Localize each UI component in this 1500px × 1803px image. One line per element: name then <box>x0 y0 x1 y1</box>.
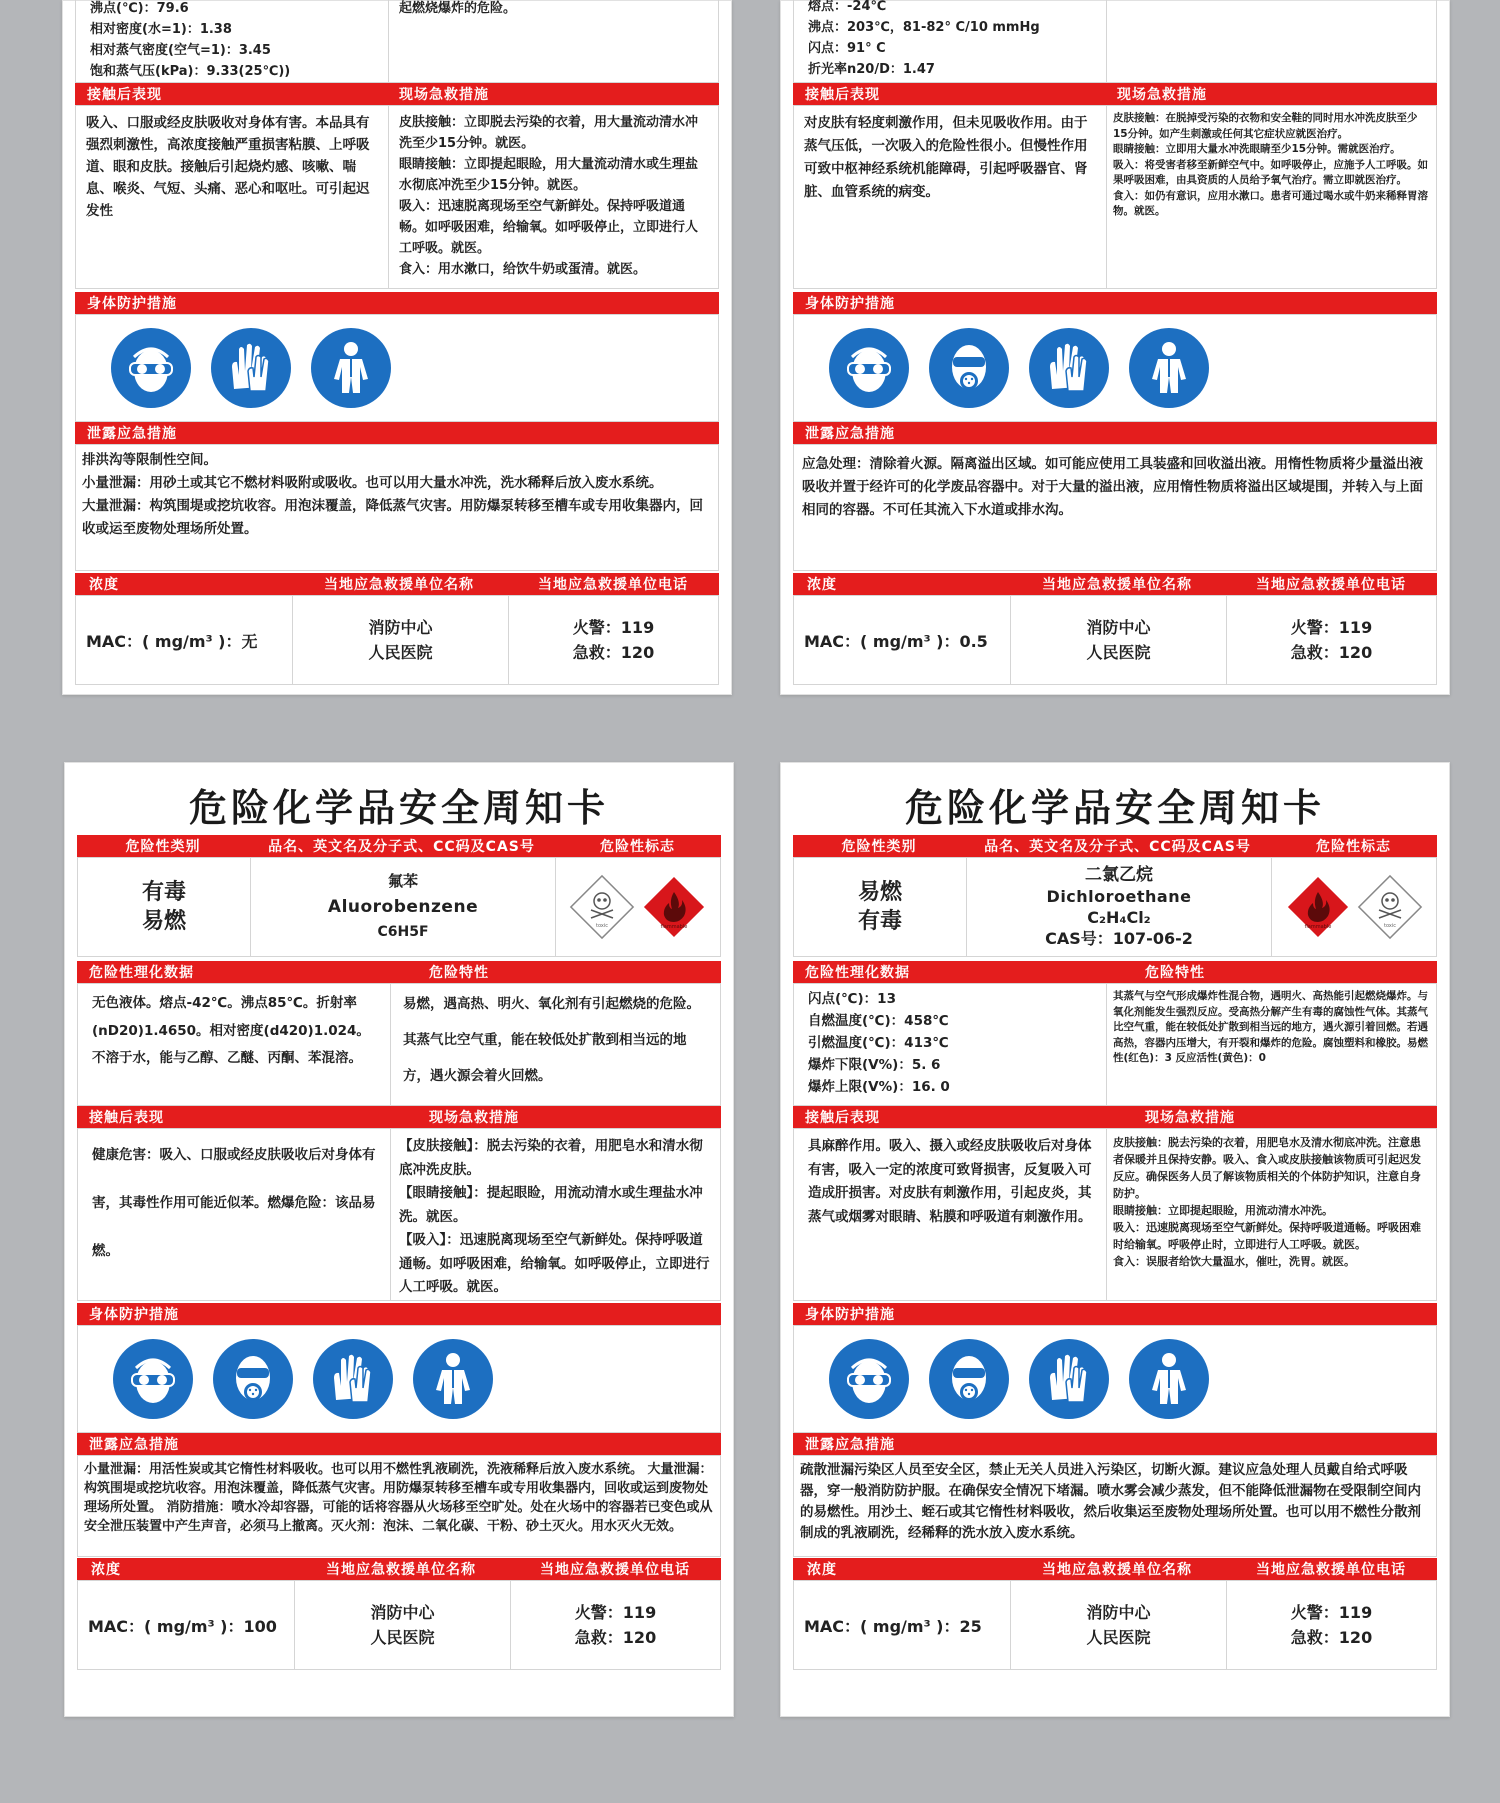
physchem-hazard-section <box>77 983 721 1106</box>
rescue-phones <box>508 596 718 684</box>
header-unit-name: 当地应急救援单位名称 <box>1042 1562 1192 1578</box>
aid-phone: 急救：120 <box>1290 643 1373 662</box>
card-title: 危险化学品安全周知卡 <box>188 786 609 830</box>
safety-goggles-icon <box>113 1339 193 1419</box>
header-ppe-label: 身体防护措施 <box>87 296 177 312</box>
contact-firstaid-section <box>793 105 1437 289</box>
svg-text:toxic: toxic <box>596 923 608 929</box>
rescue-units <box>294 1581 510 1669</box>
header-identity <box>793 835 1437 857</box>
header-contact-firstaid <box>793 1106 1437 1128</box>
category-2: 易燃 <box>141 909 186 934</box>
protective-suit-icon <box>1129 328 1209 408</box>
rescue-units <box>292 596 508 684</box>
identity-section <box>793 857 1437 957</box>
aid-phone: 急救：120 <box>572 643 655 662</box>
protective-gloves-icon <box>1029 1339 1109 1419</box>
physchem-hazard-section <box>793 983 1437 1106</box>
contact-text: 吸入、口服或经皮肤吸收对身体有害。本品具有强烈刺激性，高浓度接触严重损害粘膜、上呼吸道、眼和皮肤。接触后引起烧灼感、咳嗽、喘息、喉炎、气短、头痛、恶心和呕吐。可引起迟发性 <box>86 115 370 219</box>
physchem-section-partial <box>793 0 1437 83</box>
physchem-text: 无色液体。熔点-42℃。沸点85℃。折射率(nD20)1.4650。相对密度(d420)1.024。不溶于水，能与乙醇、乙醚、丙酮、苯混溶。 <box>92 995 370 1066</box>
leak-text: 应急处理：清除着火源。隔离溢出区域。如可能应使用工具装盛和回收溢出液。用惰性物质将少量溢出液吸收并置于经许可的化学废品容器中。对于大量的溢出液，应用惰性物质将溢出区域堤围，并转入与上面相同的容器。不可任其流入下水道或排水沟。 <box>802 456 1423 518</box>
chem-name-en: Aluorobenzene <box>327 897 479 917</box>
fire-center-label: 消防中心 <box>1086 618 1151 637</box>
hazard-text-empty <box>1106 0 1436 82</box>
header-category: 危险性类别 <box>841 839 917 855</box>
header-firstaid: 现场急救措施 <box>1117 87 1207 103</box>
contact-text: 健康危害：吸入、口服或经皮肤吸收后对身体有害，其毒性作用可能近似苯。燃爆危险：该品易燃。 <box>92 1147 376 1259</box>
header-concentration: 浓度 <box>807 1562 837 1578</box>
header-concentration: 浓度 <box>807 577 837 593</box>
header-identity <box>77 835 721 857</box>
header-leak <box>793 1433 1437 1455</box>
header-ppe <box>793 1303 1437 1325</box>
header-physchem: 危险性理化数据 <box>89 965 194 981</box>
chem-name-zh: 氟苯 <box>387 872 418 890</box>
chem-name-en: Dichloroethane <box>1046 887 1192 906</box>
rescue-phones <box>1226 596 1436 684</box>
svg-text:flammable: flammable <box>1304 924 1332 930</box>
header-leak-label: 泄露应急措施 <box>89 1437 179 1453</box>
header-contact-firstaid <box>793 83 1437 105</box>
header-contact-info <box>793 1558 1437 1580</box>
leak-section <box>793 1455 1437 1557</box>
fire-phone: 火警：119 <box>572 618 655 637</box>
header-contact: 接触后表现 <box>805 87 880 103</box>
physchem-section-partial <box>75 0 719 83</box>
fire-phone: 火警：119 <box>1290 618 1373 637</box>
chem-formula: C₂H₄Cl₂ <box>1087 908 1151 927</box>
safety-goggles-icon <box>111 328 191 408</box>
identity-section <box>77 857 721 957</box>
chem-formula: C6H5F <box>377 924 429 940</box>
header-firstaid: 现场急救措施 <box>429 1110 519 1126</box>
contact-firstaid-section <box>77 1128 721 1301</box>
rescue-units <box>1010 1581 1226 1669</box>
header-unit-name: 当地应急救援单位名称 <box>1042 577 1192 593</box>
physchem-text: 沸点(℃)：79.6 相对密度(水=1)：1.38 相对蒸气密度(空气=1)：3.45 饱和蒸气压(kPa)：9.33(25℃)) <box>90 1 291 79</box>
leak-section <box>793 444 1437 571</box>
header-unit-name: 当地应急救援单位名称 <box>326 1562 476 1578</box>
chemical-name <box>966 858 1271 956</box>
ppe-row <box>793 314 1437 422</box>
chemical-name <box>250 858 555 956</box>
header-leak <box>77 1433 721 1455</box>
header-contact: 接触后表现 <box>87 87 162 103</box>
header-contact: 接触后表现 <box>89 1110 164 1126</box>
safety-goggles-icon <box>829 1339 909 1419</box>
ppe-row <box>75 314 719 422</box>
firstaid-text: 皮肤接触：立即脱去污染的衣着，用大量流动清水冲洗至少15分钟。就医。 眼睛接触：立即提起眼睑，用大量流动清水或生理盐水彻底冲洗至少15分钟。就医。 吸入：迅速脱离现场至空气新鲜处。保持呼吸道通畅。如呼吸困难，给输氧。如呼吸停止，立即进行人工呼吸。就医。 食入：用水漱口，给饮牛奶或蛋清。就医。 <box>388 106 718 288</box>
header-category: 危险性类别 <box>125 839 201 855</box>
contact-text: 具麻醉作用。吸入、摄入或经皮肤吸收后对身体有害，吸入一定的浓度可致肾损害，反复吸入可造成肝损害。对皮肤有刺激作用，引起皮炎，其蒸气或烟雾对眼睛、粘膜和呼吸道有刺激作用。 <box>808 1138 1092 1225</box>
gas-mask-icon <box>213 1339 293 1419</box>
header-contact-firstaid <box>77 1106 721 1128</box>
protective-suit-icon <box>1129 1339 1209 1419</box>
hazard-signs <box>1271 858 1436 956</box>
firstaid-text: 【皮肤接触】：脱去污染的衣着，用肥皂水和清水彻底冲洗皮肤。 【眼睛接触】：提起眼睑，用流动清水或生理盐水冲洗。就医。 【吸入】：迅速脱离现场至空气新鲜处。保持呼吸道通畅。如呼吸困难，给输氧。如呼吸停止，立即进行人工呼吸。就医。 <box>390 1129 720 1300</box>
leak-section <box>77 1455 721 1557</box>
svg-text:toxic: toxic <box>1384 923 1396 929</box>
gas-mask-icon <box>929 1339 1009 1419</box>
leak-text: 排洪沟等限制性空间。 小量泄漏：用砂土或其它不燃材料吸附或吸收。也可以用大量水冲洗，洗水稀释后放入废水系统。 大量泄漏：构筑围堤或挖坑收容。用泡沫覆盖，降低蒸气灾害。用防爆泵转移至槽车或专用收集器内，回收或运至废物处理场所处置。 <box>82 452 703 537</box>
contact-firstaid-section <box>75 105 719 289</box>
chem-name-zh: 二氯乙烷 <box>1085 865 1153 885</box>
mac-value: MAC：( mg/m³ )：100 <box>88 1616 277 1636</box>
protective-suit-icon <box>311 328 391 408</box>
hazard-category <box>794 858 966 956</box>
leak-text: 疏散泄漏污染区人员至安全区，禁止无关人员进入污染区，切断火源。建议应急处理人员戴自给式呼吸器，穿一般消防防护服。在确保安全情况下堵漏。喷水雾会减少蒸发，但不能降低泄漏物在受限制空间内的易燃性。用沙土、蛭石或其它惰性材料吸收，然后收集运至废物处理场所处置。也可以用不燃性分散剂制成的乳液刷洗，经稀释的洗水放入废水系统。 <box>800 1462 1421 1541</box>
category-1: 易燃 <box>857 880 902 905</box>
header-ppe <box>75 292 719 314</box>
header-leak-label: 泄露应急措施 <box>805 426 895 442</box>
physchem-text: 熔点：-24℃ 沸点：203℃，81-82° C/10 mmHg 闪点：91° C 折光率n20/D：1.47 <box>808 0 1040 77</box>
header-ppe-label: 身体防护措施 <box>89 1307 179 1323</box>
mac-value: MAC：( mg/m³ )：0.5 <box>804 631 988 651</box>
rescue-phones <box>510 1581 720 1669</box>
header-physchem: 危险性理化数据 <box>805 965 910 981</box>
protective-gloves-icon <box>211 328 291 408</box>
contact-firstaid-section <box>793 1128 1437 1301</box>
hospital-label: 人民医院 <box>1086 643 1151 662</box>
hazard-text: 易燃，遇高热、明火、氧化剂有引起燃烧的危险。其蒸气比空气重，能在较低处扩散到相当远的地方，遇火源会着火回燃。 <box>390 984 720 1105</box>
flammable-fire-sign <box>639 872 709 942</box>
safety-card-top-left <box>62 0 732 695</box>
header-unit-phone: 当地应急救援单位电话 <box>538 577 688 593</box>
header-firstaid: 现场急救措施 <box>399 87 489 103</box>
safety-card-fluorobenzene <box>64 762 734 1717</box>
emergency-contact-row <box>793 595 1437 685</box>
header-unit-phone: 当地应急救援单位电话 <box>1256 1562 1406 1578</box>
header-contact: 接触后表现 <box>805 1110 880 1126</box>
header-leak <box>75 422 719 444</box>
header-ppe-label: 身体防护措施 <box>805 296 895 312</box>
header-sign: 危险性标志 <box>600 839 675 855</box>
svg-text:flammable: flammable <box>660 924 688 930</box>
safety-goggles-icon <box>829 328 909 408</box>
header-contact-info <box>77 1558 721 1580</box>
protective-suit-icon <box>413 1339 493 1419</box>
header-contact-info <box>75 573 719 595</box>
safety-card-top-right <box>780 0 1450 695</box>
chem-cas: CAS号：107-06-2 <box>1045 929 1193 948</box>
fire-phone: 火警：119 <box>574 1603 657 1622</box>
fire-center-label: 消防中心 <box>368 618 433 637</box>
aid-phone: 急救：120 <box>1290 1628 1373 1647</box>
header-hazard: 危险特性 <box>429 965 489 981</box>
ppe-row <box>77 1325 721 1433</box>
header-leak <box>793 422 1437 444</box>
flammable-fire-sign <box>1283 872 1353 942</box>
rescue-phones <box>1226 1581 1436 1669</box>
emergency-contact-row <box>75 595 719 685</box>
emergency-contact-row <box>793 1580 1437 1670</box>
header-leak-label: 泄露应急措施 <box>87 426 177 442</box>
header-concentration: 浓度 <box>91 1562 121 1578</box>
mac-value: MAC：( mg/m³ )：无 <box>86 631 258 651</box>
hazard-signs <box>555 858 720 956</box>
hospital-label: 人民医院 <box>370 1628 435 1647</box>
header-leak-label: 泄露应急措施 <box>805 1437 895 1453</box>
category-1: 有毒 <box>141 880 186 905</box>
header-name: 品名、英文名及分子式、CC码及CAS号 <box>268 839 535 855</box>
safety-card-dichloroethane <box>780 762 1450 1717</box>
emergency-contact-row <box>77 1580 721 1670</box>
firstaid-text: 皮肤接触：脱去污染的衣着，用肥皂水及清水彻底冲洗。注意患者保暖并且保持安静。吸入、食入或皮肤接触该物质可引起迟发反应。确保医务人员了解该物质相关的个体防护知识，注意自身防护。 眼睛接触：立即提起眼睑，用流动清水冲洗。 吸入：迅速脱离现场至空气新鲜处。保持呼吸道通畅。呼吸困难时给输氧。呼吸停止时，立即进行人工呼吸。就医。 食入：误服者给饮大量温水，催吐，洗胃。就医。 <box>1106 1129 1436 1300</box>
header-physchem-hazard <box>77 961 721 983</box>
header-ppe-label: 身体防护措施 <box>805 1307 895 1323</box>
physchem-text: 闪点(℃)：13 自燃温度(℃)：458℃ 引燃温度(℃)：413℃ 爆炸下限(V%)：5. 6 爆炸上限(V%)：16. 0 <box>808 991 950 1095</box>
header-concentration: 浓度 <box>89 577 119 593</box>
category-2: 有毒 <box>857 909 902 934</box>
hazard-text: 起燃烧爆炸的危险。 <box>388 0 718 82</box>
toxic-skull-sign <box>567 872 637 942</box>
leak-text: 小量泄漏：用活性炭或其它惰性材料吸收。也可以用不燃性乳液刷洗，洗液稀释后放入废水系统。 大量泄漏：构筑围堤或挖坑收容。用泡沫覆盖，降低蒸气灾害。用防爆泵转移至槽车或专用收集器内，回收或运到废物处理场所处置。 消防措施：喷水冷却容器，可能的话将容器从火场移至空旷处。处在火场中的容器若已变色或从安全泄压装置中产生声音，必须马上撤离。灭火剂：泡沫、二氧化碳、干粉、砂土灭火。用水灭火无效。 <box>84 1462 713 1534</box>
fire-center-label: 消防中心 <box>370 1603 435 1622</box>
header-contact-info <box>793 573 1437 595</box>
protective-gloves-icon <box>313 1339 393 1419</box>
hazard-text: 其蒸气与空气形成爆炸性混合物，遇明火、高热能引起燃烧爆炸。与氧化剂能发生强烈反应。受高热分解产生有毒的腐蚀性气体。其蒸气比空气重，能在较低处扩散到相当远的地方，遇火源引着回燃。若遇高热，容器内压增大，有开裂和爆炸的危险。腐蚀塑料和橡胶。易燃性(红色)：3 反应活性(黄色)：0 <box>1106 984 1436 1105</box>
header-firstaid: 现场急救措施 <box>1145 1110 1235 1126</box>
ppe-row <box>793 1325 1437 1433</box>
fire-phone: 火警：119 <box>1290 1603 1373 1622</box>
leak-section <box>75 444 719 571</box>
mac-value: MAC：( mg/m³ )：25 <box>804 1616 982 1636</box>
header-ppe <box>793 292 1437 314</box>
fire-center-label: 消防中心 <box>1086 1603 1151 1622</box>
header-ppe <box>77 1303 721 1325</box>
protective-gloves-icon <box>1029 328 1109 408</box>
header-name: 品名、英文名及分子式、CC码及CAS号 <box>984 839 1251 855</box>
card-title: 危险化学品安全周知卡 <box>904 786 1325 830</box>
header-contact-firstaid <box>75 83 719 105</box>
toxic-skull-sign <box>1355 872 1425 942</box>
hazard-category <box>78 858 250 956</box>
gas-mask-icon <box>929 328 1009 408</box>
header-sign: 危险性标志 <box>1316 839 1391 855</box>
hospital-label: 人民医院 <box>1086 1628 1151 1647</box>
header-physchem-hazard <box>793 961 1437 983</box>
firstaid-text: 皮肤接触：在脱掉受污染的衣物和安全鞋的同时用水冲洗皮肤至少15分钟。如产生刺激或任何其它症状应就医治疗。 眼睛接触：立即用大量水冲洗眼睛至少15分钟。需就医治疗。 吸入：将受害者移至新鲜空气中。如呼吸停止，应施予人工呼吸。如果呼吸困难，由具资质的人员给予氧气治疗。需立即就医治疗。 食入：如仍有意识，应用水漱口。患者可通过喝水或牛奶来稀释胃溶物。就医。 <box>1106 106 1436 288</box>
contact-text: 对皮肤有轻度刺激作用，但未见吸收作用。由于蒸气压低，一次吸入的危险性很小。但慢性作用可致中枢神经系统机能障碍，引起呼吸器官、肾脏、血管系统的病变。 <box>804 115 1088 200</box>
header-unit-phone: 当地应急救援单位电话 <box>1256 577 1406 593</box>
hospital-label: 人民医院 <box>368 643 433 662</box>
header-unit-phone: 当地应急救援单位电话 <box>540 1562 690 1578</box>
aid-phone: 急救：120 <box>574 1628 657 1647</box>
rescue-units <box>1010 596 1226 684</box>
header-hazard: 危险特性 <box>1145 965 1205 981</box>
header-unit-name: 当地应急救援单位名称 <box>324 577 474 593</box>
